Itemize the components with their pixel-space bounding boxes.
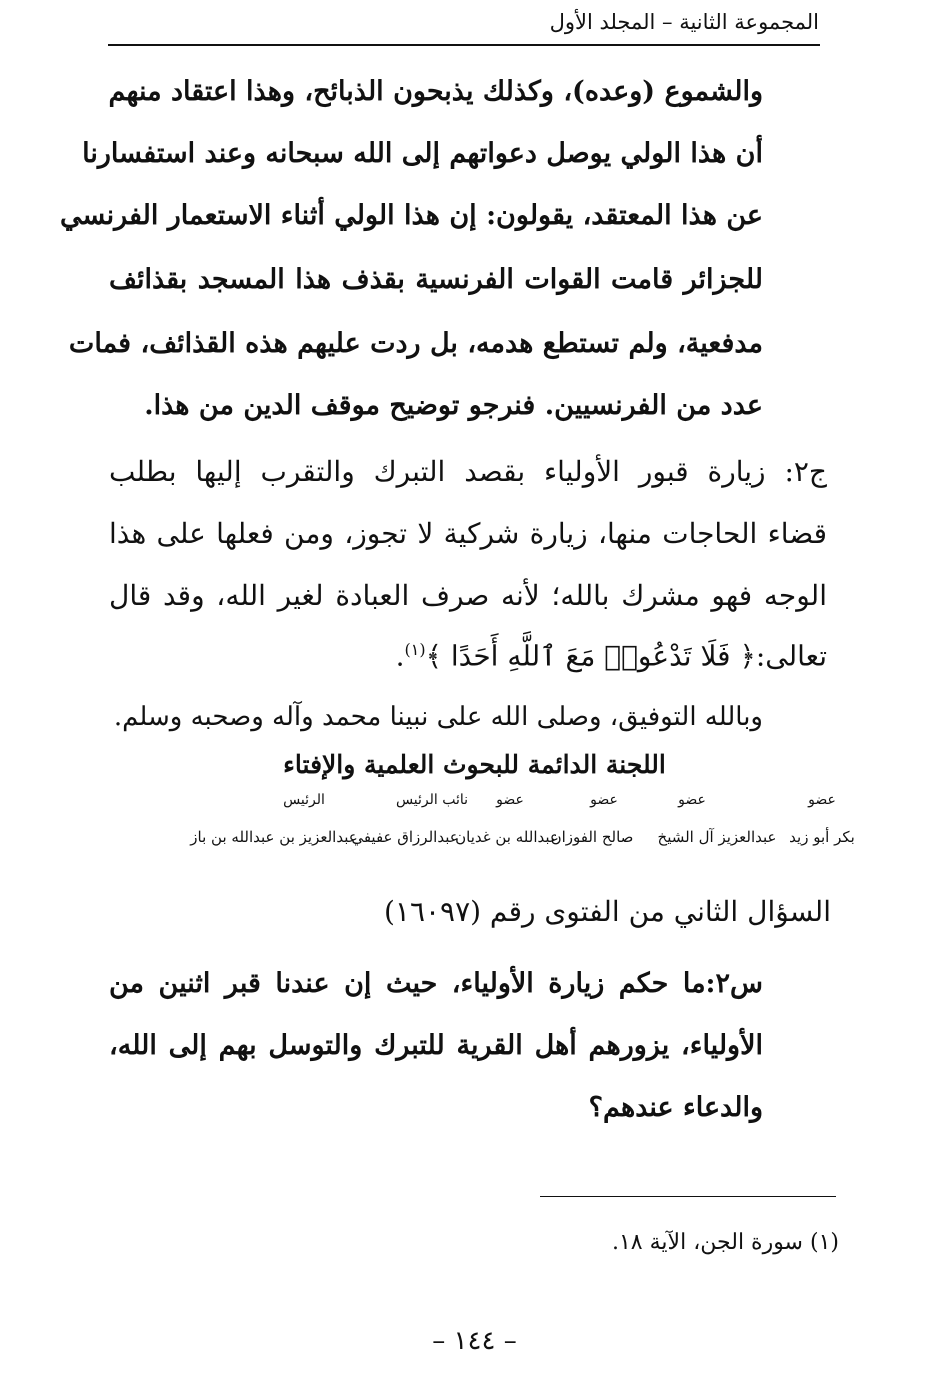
member-role: عضو <box>496 792 524 808</box>
header-divider <box>108 44 820 46</box>
footnote-divider <box>540 1196 836 1197</box>
question-line: عدد من الفرنسيين. فنرجو توضيح موقف الدين من هذا. <box>144 390 763 421</box>
answer-line-quran <box>109 639 827 673</box>
committee-names <box>112 828 855 852</box>
member-role: عضو <box>808 792 836 808</box>
question-line: مدفعية، ولم تستطع هدمه، بل ردت عليهم هذه القذائف، فمات <box>68 328 763 359</box>
committee-title: اللجنة الدائمة للبحوث العلمية والإفتاء <box>283 750 666 779</box>
committee-roles <box>112 792 836 816</box>
member-name: بكر أبو زيد <box>789 828 855 846</box>
page-number: – ١٤٤ – <box>432 1326 517 1356</box>
member-role: الرئيس <box>283 792 325 808</box>
member-name: عبدالعزيز آل الشيخ <box>657 828 777 846</box>
member-name: عبدالرزاق عفيفي <box>351 828 459 846</box>
running-header: المجموعة الثانية – المجلد الأول <box>549 10 819 34</box>
footnote-ref: (١) <box>404 640 426 659</box>
member-name: عبدالعزيز بن عبدالله بن باز <box>190 828 358 846</box>
answer-line: قضاء الحاجات منها، زيارة شركية لا تجوز، ومن فعلها على هذا <box>109 517 827 550</box>
answer-end-punct: . <box>395 639 405 673</box>
closing-line: وبالله التوفيق، وصلى الله على نبينا محمد وآله وصحبه وسلم. <box>113 702 763 732</box>
member-name: صالح الفوزان <box>550 828 634 846</box>
question2-line: س٢:ما حكم زيارة الأولياء، حيث إن عندنا قبر اثنين من <box>109 968 763 999</box>
answer-line: الوجه فهو مشرك بالله؛ لأنه صرف العبادة لغير الله، وقد قال <box>109 579 827 612</box>
footnote: (١) سورة الجن، الآية ١٨. <box>611 1230 839 1255</box>
question-line: والشموع (وعده)، وكذلك يذبحون الذبائح، وهذا اعتقاد منهم <box>108 76 763 107</box>
member-role: عضو <box>590 792 618 808</box>
member-role: نائب الرئيس <box>395 792 469 808</box>
member-role: عضو <box>678 792 706 808</box>
question-line: أن هذا الولي يوصل دعواتهم إلى الله سبحانه وعند استفسارنا <box>82 138 763 169</box>
answer-line: ج٢: زيارة قبور الأولياء بقصد التبرك والتقرب إليها بطلب <box>109 455 827 488</box>
question2-line: والدعاء عندهم؟ <box>588 1092 763 1123</box>
question-line: عن هذا المعتقد، يقولون: إن هذا الولي أثناء الاستعمار الفرنسي <box>59 200 763 231</box>
member-name: عبدالله بن غديان <box>455 828 559 846</box>
fatwa-reference: السؤال الثاني من الفتوى رقم (١٦٠٩٧) <box>383 895 831 928</box>
question-line: للجزائر قامت القوات الفرنسية بقذف هذا المسجد بقذائف <box>109 264 763 295</box>
question2-line: الأولياء، يزورهم أهل القرية للتبرك والتوسل بهم إلى الله، <box>109 1030 763 1061</box>
quran-verse: تعالى:﴿ فَلَا تَدْعُوا۟ مَعَ ٱللَّهِ أَحَدًا ﴾ <box>425 639 827 673</box>
